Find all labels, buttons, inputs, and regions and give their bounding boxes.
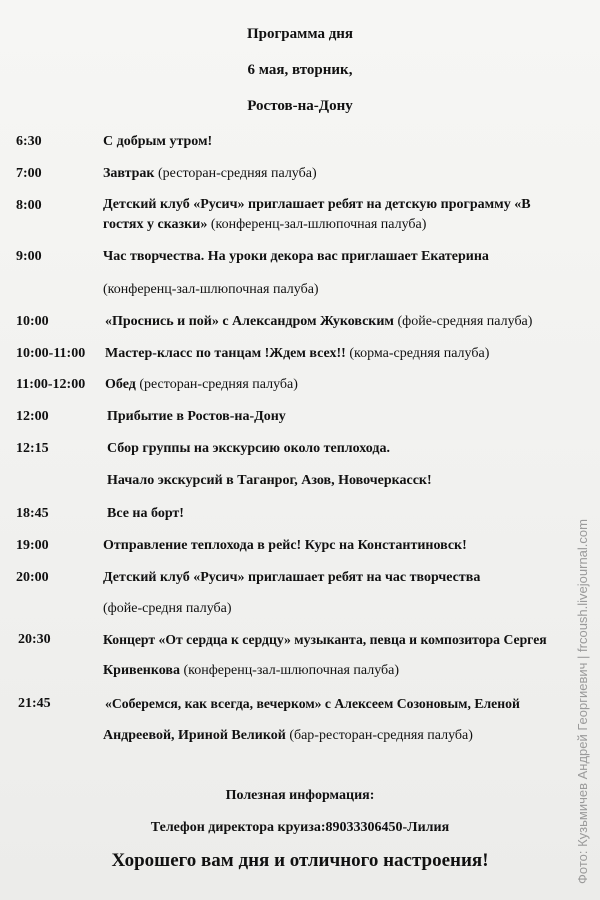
director-phone: Телефон директора круиза:89033306450-Лилия bbox=[150, 820, 450, 835]
schedule-time: 20:00 bbox=[16, 570, 49, 585]
schedule-time: 12:00 bbox=[16, 409, 49, 424]
schedule-item-title: Завтрак bbox=[103, 166, 155, 181]
schedule-item-title: Концерт «От сердца к сердцу» музыканта, певца и композитора Сергея bbox=[103, 632, 547, 647]
closing-wish: Хорошего вам дня и отличного настроения! bbox=[111, 850, 489, 871]
schedule-item-location: (конференц-зал-шлюпочная палуба) bbox=[179, 663, 400, 678]
schedule-item-continuation bbox=[103, 727, 473, 745]
schedule-item-location: (фойе-средняя палуба) bbox=[393, 314, 533, 329]
schedule-item bbox=[103, 195, 571, 235]
schedule-item-location: (корма-средняя палуба) bbox=[345, 346, 490, 361]
schedule-item-location: (конференц-зал-шлюпочная палуба) bbox=[207, 217, 427, 232]
schedule-time: 20:30 bbox=[18, 632, 51, 647]
schedule-item bbox=[107, 408, 286, 426]
schedule-item bbox=[107, 440, 390, 458]
schedule-item bbox=[103, 248, 489, 266]
page-title: Программа дня bbox=[246, 26, 354, 42]
schedule-item-title: С добрым утром! bbox=[103, 134, 213, 149]
schedule-item bbox=[103, 165, 317, 183]
date-line: 6 мая, вторник, bbox=[247, 62, 353, 78]
schedule-item-title: Детский клуб «Русич» приглашает ребят на детскую программу «В гостях у сказки» bbox=[103, 197, 531, 232]
schedule-time: 19:00 bbox=[16, 538, 49, 553]
photo-watermark bbox=[574, 488, 596, 884]
schedule-item bbox=[103, 537, 467, 555]
schedule-item bbox=[107, 505, 184, 523]
schedule-item-title: Детский клуб «Русич» приглашает ребят на час творчества bbox=[103, 570, 481, 585]
schedule-item-title: Кривенкова bbox=[103, 663, 180, 678]
schedule-item-title: Все на борт! bbox=[107, 506, 184, 521]
watermark-text: Фото: Кузьмичев Андрей Георгиевич | frcoush.livejournal.com bbox=[575, 519, 590, 884]
city-line: Ростов-на-Дону bbox=[247, 98, 353, 114]
schedule-time: 18:45 bbox=[16, 506, 49, 521]
schedule-item-title: Час творчества. На уроки декора вас приглашает Екатерина bbox=[103, 249, 489, 264]
schedule-item-title: Начало экскурсий в Таганрог, Азов, Новочеркасск! bbox=[107, 473, 432, 488]
schedule-item-title: Прибытие в Ростов-на-Дону bbox=[107, 409, 286, 424]
schedule-item bbox=[103, 133, 212, 151]
schedule-time: 8:00 bbox=[16, 198, 42, 213]
schedule-item bbox=[105, 695, 520, 713]
schedule-time: 9:00 bbox=[16, 249, 42, 264]
schedule-item bbox=[105, 313, 532, 331]
schedule-time: 7:00 bbox=[16, 166, 42, 181]
schedule-item bbox=[105, 345, 489, 363]
schedule-item-location: (ресторан-средняя палуба) bbox=[135, 377, 298, 392]
schedule-item-location: (ресторан-средняя палуба) bbox=[154, 166, 317, 181]
schedule-time: 11:00-12:00 bbox=[16, 377, 86, 392]
schedule-time: 10:00-11:00 bbox=[16, 346, 86, 361]
schedule-item-title: Обед bbox=[105, 377, 136, 392]
schedule-item-continuation bbox=[103, 281, 319, 299]
schedule-item-title: Мастер-класс по танцам !Ждем всех!! bbox=[105, 346, 346, 361]
schedule-time: 10:00 bbox=[16, 314, 49, 329]
schedule-item-title: «Соберемся, как всегда, вечерком» с Алексеем Созоновым, Еленой bbox=[105, 696, 520, 711]
schedule-item-location: (фойе-средня палуба) bbox=[103, 601, 232, 616]
schedule-item-location: (конференц-зал-шлюпочная палуба) bbox=[103, 282, 319, 297]
schedule-time: 6:30 bbox=[16, 134, 42, 149]
schedule-item-location: (бар-ресторан-средняя палуба) bbox=[285, 728, 473, 743]
schedule-item-continuation bbox=[103, 662, 399, 680]
info-title: Полезная информация: bbox=[225, 788, 375, 803]
schedule-item bbox=[103, 631, 547, 649]
schedule-item-continuation bbox=[103, 600, 232, 618]
schedule-item bbox=[103, 569, 480, 587]
schedule-item-title: Сбор группы на экскурсию около теплохода. bbox=[107, 441, 390, 456]
schedule-item-title: Отправление теплохода в рейс! Курс на Константиновск! bbox=[103, 538, 467, 553]
schedule-item-continuation bbox=[107, 472, 432, 490]
schedule-item-title: «Проснись и пой» с Александром Жуковским bbox=[105, 314, 394, 329]
schedule-item-title: Андреевой, Ириной Великой bbox=[103, 728, 286, 743]
schedule-time: 21:45 bbox=[18, 696, 51, 711]
schedule-item bbox=[105, 376, 298, 394]
schedule-time: 12:15 bbox=[16, 441, 49, 456]
